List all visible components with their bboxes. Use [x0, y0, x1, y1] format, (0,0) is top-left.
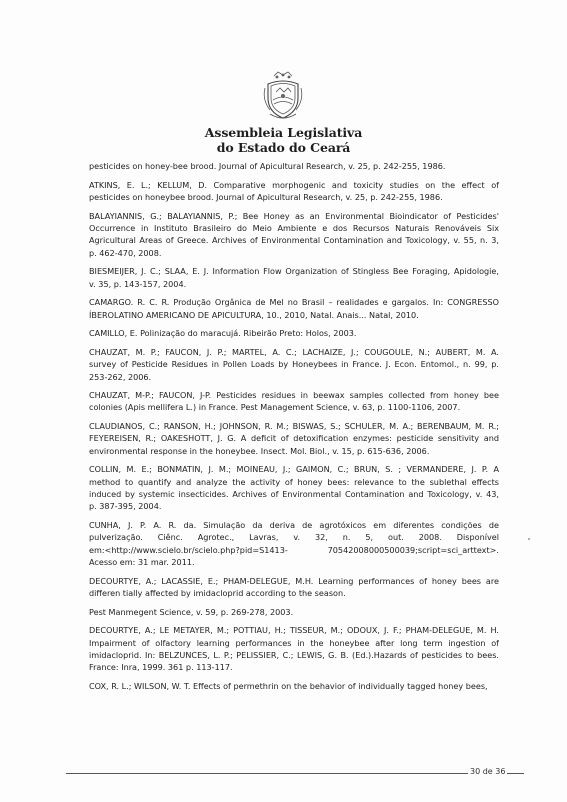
reference-line: CUNHA, J. P. A. R. da. Simulação da deriva de agrotóxicos em diferentes condições de — [89, 520, 499, 531]
reference-line: ATKINS, E. L.; KELLUM, D. Comparative morphogenic and toxicity studies on the effect of — [89, 179, 499, 190]
reference-entry — [89, 327, 499, 339]
header-title-line1: Assembleia Legislativa — [204, 125, 363, 140]
footer-rule — [66, 773, 524, 774]
reference-line: CAMILLO, E. Polinização do maracujá. Ribeirão Preto: Holos, 2003. — [89, 328, 357, 339]
header-title-line2: do Estado do Ceará — [216, 140, 351, 155]
reference-line: 253-262, 2006. — [89, 371, 152, 382]
reference-entry — [89, 179, 499, 204]
reference-line: p. 387-395, 2004. — [89, 501, 162, 512]
reference-line: imidacloprid. In: BELZUNCES, L. P.; PELISSIER, C.; LEWIS, G. B. (Ed.).Hazards of pesticides to bees. — [89, 649, 499, 660]
reference-line: DECOURTYE, A.; LE METAYER, M.; POTTIAU, H.; TISSEUR, M.; ODOUX, J. F.; PHAM-DELEGUE, M. H. — [89, 625, 499, 636]
reference-line: survey of Pesticide Residues in Pollen Loads by Honeybees in France. J. Econ. Entomol., n. 99, p. — [89, 359, 499, 370]
reference-entry — [89, 296, 499, 321]
reference-line: differen tially affected by imidacloprid according to the season. — [89, 587, 346, 598]
reference-entry — [89, 606, 499, 618]
reference-entry — [89, 346, 499, 383]
reference-line: pulverização. Ciênc. Agrotec., Lavras, v. 32, n. 5, out. 2008. Disponível — [89, 532, 499, 543]
reference-line: BIESMEIJER, J. C.; SLAA, E. J. Information Flow Organization of Stingless Bee Foraging, Apidologie, — [89, 266, 499, 277]
reference-entry — [89, 680, 499, 692]
reference-entry — [89, 463, 499, 512]
reference-entry — [89, 160, 499, 172]
reference-entry — [89, 265, 499, 290]
page-number: 30 de 36 — [470, 767, 506, 776]
reference-line: COX, R. L.; WILSON, W. T. Effects of permethrin on the behavior of individually tagged honey bees, — [89, 680, 488, 691]
scan-speck — [528, 538, 530, 540]
reference-line: induced by systemic insecticides. Archives of Environmental Contamination and Toxicology, v. 43, — [89, 489, 499, 500]
reference-entry — [89, 624, 499, 673]
reference-entry — [89, 210, 499, 259]
reference-line: colonies (Apis mellifera L.) in France. Pest Management Science, v. 63, p. 1100-1106, 2007. — [89, 402, 461, 413]
reference-entry — [89, 389, 499, 414]
reference-line: Pest Manmegent Science, v. 59, p. 269-278, 2003. — [89, 606, 294, 617]
reference-line: CLAUDIANOS, C.; RANSON, H.; JOHNSON, R. M.; BISWAS, S.; SCHULER, M. A.; BERENBAUM, M. R.; — [89, 421, 499, 432]
references-list — [89, 160, 499, 699]
state-coat-of-arms-icon — [262, 70, 304, 122]
reference-line: France: Inra, 1999. 361 p. 113-117. — [89, 662, 233, 673]
reference-line: COLLIN, M. E.; BONMATIN, J. M.; MOINEAU, J.; GAIMON, C.; BRUN, S. ; VERMANDERE, J. P. A — [89, 464, 499, 475]
reference-line: ÍBEROLATINO AMERICANO DE APICULTURA, 10., 2010, Natal. Anais... Natal, 2010. — [89, 309, 419, 320]
reference-line: method to quantify and analyze the activity of honey bees: relevance to the sublethal effects — [89, 476, 499, 487]
reference-line: DECOURTYE, A.; LACASSIE, E.; PHAM-DELEGUE, M.H. Learning performances of honey bees are — [89, 575, 499, 586]
reference-line: v. 35, p. 143-157, 2004. — [89, 278, 187, 289]
reference-line: pesticides on honeybee brood. Journal of Apicultural Research, v. 25, p. 242-255, 1986. — [89, 191, 443, 202]
reference-line: Occurrence in Instituto Brasileiro do Meio Ambiente e dos Recursos Naturais Renováveis Six — [89, 222, 499, 233]
reference-line: CHAUZAT, M-P.; FAUCON, J-P. Pesticides residues in beewax samples collected from honey bee — [89, 390, 499, 401]
reference-line: FEYEREISEN, R.; OAKESHOTT, J. G. A deficit of detoxification enzymes: pesticide sensitivity and — [89, 433, 499, 444]
reference-entry — [89, 519, 499, 568]
reference-line: pesticides on honey-bee brood. Journal of Apicultural Research, v. 25, p. 242-255, 1986. — [89, 161, 446, 171]
reference-line: environmental response in the honeybee. Insect. Mol. Biol., v. 15, p. 615-636, 2006. — [89, 445, 430, 456]
reference-entry — [89, 575, 499, 600]
reference-line: em:<http://www.scielo.br/scielo.php?pid=S1413- 70542008000500039;script=sci_arttext>. — [89, 544, 499, 555]
reference-line: p. 462-470, 2008. — [89, 247, 162, 258]
reference-line: CHAUZAT, M. P.; FAUCON, J. P.; MARTEL, A. C.; LACHAIZE, J.; COUGOULE, N.; AUBERT, M. A. — [89, 346, 499, 357]
reference-line: BALAYIANNIS, G.; BALAYIANNIS, P.; Bee Honey as an Environmental Bioindicator of Pesticides' — [89, 210, 499, 221]
reference-line: Agricultural Areas of Greece. Archives of Environmental Contamination and Toxicology, v. 55, n. 3, — [89, 235, 499, 246]
reference-line: CAMARGO. R. C. R. Produção Orgânica de Mel no Brasil – realidades e gargalos. In: CONGRESSO — [89, 297, 499, 308]
reference-line: Acesso em: 31 mar. 2011. — [89, 556, 195, 567]
reference-line: Impairment of olfactory learning performances in the honeybee after long term ingestion of — [89, 637, 499, 648]
reference-entry — [89, 420, 499, 457]
